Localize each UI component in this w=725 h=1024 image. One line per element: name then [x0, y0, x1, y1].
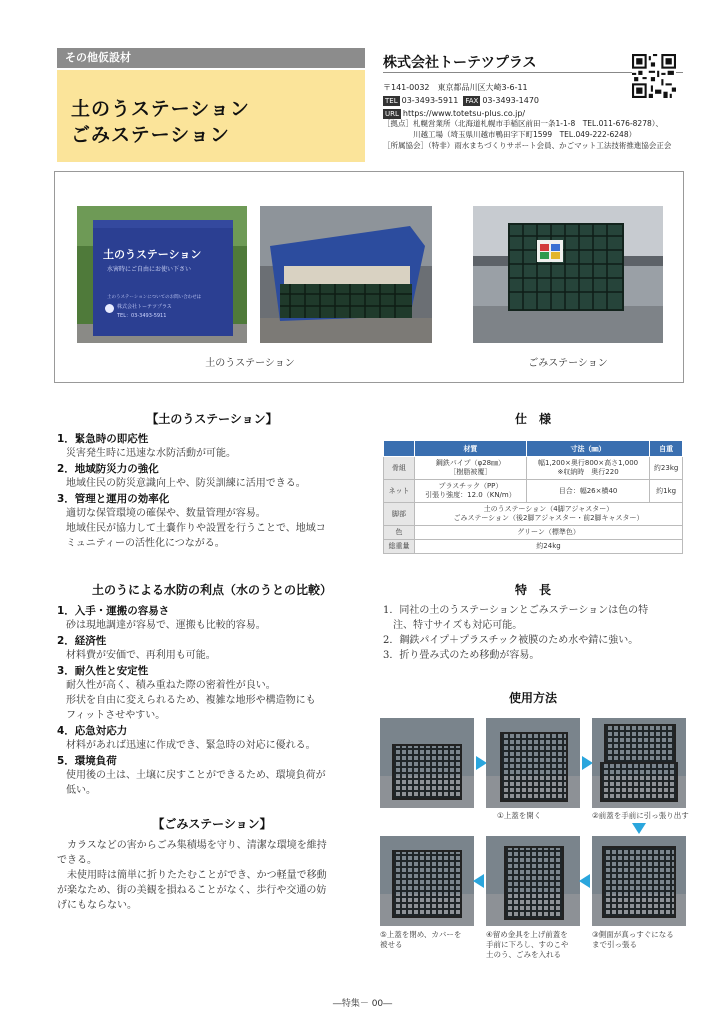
tel-tag: TEL: [385, 97, 398, 105]
usage-heading: 使用方法: [508, 691, 557, 705]
adv-item-3-body-3: フィットさせやすい。: [66, 710, 166, 721]
arrow-down-icon: [632, 823, 646, 834]
photo-frame: [54, 171, 684, 383]
usage-caption-2: ②前蓋を手前に引っ張り出す: [592, 811, 689, 820]
usage-caption-4: [486, 930, 569, 960]
spec-color-value: グリーン（標準色）: [415, 526, 683, 540]
spec-row-frame: [384, 457, 683, 480]
spec-legs-value-1: 土のうステーション（4脚アジャスター）: [483, 505, 614, 513]
spec-row-net: [384, 480, 683, 503]
gomi-heading: 【ごみステーション】: [152, 817, 272, 831]
usage-photo-1: [380, 718, 474, 808]
spec-legs-value: [415, 503, 683, 526]
contact-block: [383, 81, 539, 120]
page-footer: ―特集－ 00―: [332, 999, 393, 1009]
donou-station-open-photo: [260, 206, 432, 343]
spec-heading: 仕 様: [514, 412, 551, 426]
gomi-description: [57, 838, 367, 913]
donou-item-3-body-3: ミュニティーの活性化につながる。: [66, 538, 225, 549]
usage-photo-4: [486, 836, 580, 926]
spec-legs-value-2: ごみステーション（後2脚アジャスター・前2脚キャスター）: [453, 514, 644, 522]
usage-photo-3b: [592, 836, 686, 926]
url-tag: URL: [385, 110, 399, 118]
spec-net-material: [415, 480, 527, 503]
title-line-1: 土のうステーション: [71, 98, 250, 120]
spec-net-material-1: プラスチック（PP）: [438, 482, 503, 490]
adv-item-3-body-2: 形状を自由に変えられるため、複雑な地形や構造物にも: [66, 695, 316, 706]
usage-caption-5: [380, 930, 461, 950]
gomi-para2-line1: 未使用時は簡単に折りたたむことができ、かつ軽量で移動: [67, 870, 327, 881]
phone-line: [383, 94, 539, 107]
spec-col-weight: 自重: [650, 441, 683, 457]
qr-code-icon[interactable]: [632, 54, 676, 98]
donou-station-covered-photo: [77, 206, 247, 343]
donou-item-2-body: 地域住民の防災意識向上や、防災訓練に活用できる。: [66, 478, 306, 489]
caption-donou: 土のうステーション: [205, 358, 295, 369]
adv-item-5-body-2: 低い。: [66, 785, 96, 796]
spec-col-blank: [384, 441, 415, 457]
usage-caption-3: [592, 930, 674, 950]
spec-frame-weight: 約23kg: [650, 457, 683, 480]
usage-photo-3: [592, 718, 686, 808]
donou-item-3-body-1: 適切な保管環境の確保や、数量管理が容易。: [66, 508, 266, 519]
fax-number: 03-3493-1470: [482, 96, 540, 105]
fax-tag: FAX: [465, 97, 479, 105]
adv-item-3-title: 3．耐久性と安定性: [57, 665, 149, 677]
donou-item-3-title: 3．管理と運用の効率化: [57, 493, 170, 505]
sign-contact-1: 土のうステーションについてのお問い合わせは: [107, 295, 202, 300]
adv-item-4-body: 材料があれば迅速に作成でき、緊急時の対応に優れる。: [66, 740, 316, 751]
spec-net-material-2: 引張り強度：12.0（KN/m）: [425, 491, 516, 499]
spec-legs-label: 脚部: [384, 503, 415, 526]
spec-header-row: [384, 441, 683, 457]
adv-item-3-body-1: 耐久性が高く、積み重ねた際の密着性が良い。: [66, 680, 276, 691]
donou-heading: 【土のうステーション】: [146, 412, 278, 426]
donou-item-3-body-2: 地域住民が協力して土嚢作りや設置を行うことで、地域コ: [66, 523, 326, 534]
tel-number: 03-3493-5911: [401, 96, 459, 105]
spec-table: [383, 440, 683, 554]
caption-gomi: ごみステーション: [528, 358, 608, 369]
website-link[interactable]: https://www.totetsu-plus.co.jp/: [402, 109, 526, 118]
arrow-left-icon: [473, 874, 484, 888]
sign-subtitle: 水害時にご自由にお使い下さい: [107, 266, 192, 273]
spec-net-weight: 約1kg: [650, 480, 683, 503]
usage-caption-5-line2: 被せる: [380, 940, 403, 949]
gomi-para1-line1: カラスなどの害からごみ集積場を守り、清潔な環境を維持: [67, 840, 327, 851]
sign-logo-icon: [105, 304, 114, 313]
gomi-para2-line3: げにもならない。: [57, 900, 137, 911]
feature-line-1: 1．同社の土のうステーションとごみステーションは色の特: [383, 605, 649, 616]
feature-line-2: 注、特寸サイズも対応可能。: [383, 620, 523, 631]
spec-row-color: [384, 526, 683, 540]
usage-caption-4-line3: 土のう、ごみを入れる: [486, 950, 561, 959]
spec-color-label: 色: [384, 526, 415, 540]
office-info: [383, 118, 671, 151]
association-line: ［所属協会］（特非）雨水まちづくりサポート会員、かごマット工法技術推進協会正会: [383, 141, 672, 150]
base-line-2: 川越工場（埼玉県川越市鴨田字下町1599 TEL.049-222-6248）: [383, 130, 637, 139]
advantages-heading: 土のうによる水防の利点（水のうとの比較）: [91, 583, 332, 597]
gomi-para2-line2: が楽なため、街の美観を損ねることがなく、歩行や交通の妨: [57, 885, 327, 896]
sign-contact-2: 株式会社トーテツプラス: [117, 304, 172, 310]
feature-line-4: 3．折り畳み式のため移動が容易。: [383, 650, 540, 661]
gomi-para1-line2: できる。: [57, 855, 97, 866]
spec-col-material: 材質: [415, 441, 527, 457]
usage-caption-1: ①上蓋を開く: [497, 811, 542, 820]
feature-line-3: 2．鋼鉄パイプ＋プラスチック被膜のため水や錆に強い。: [383, 635, 639, 646]
usage-caption-5-line1: ⑤上蓋を閉め、カバーを: [380, 930, 462, 939]
base-line-1: ［拠点］札幌営業所（北海道札幌市手稲区前田一条1-1-8 TEL.011-676-8278）、: [383, 119, 663, 128]
features-list: [383, 603, 683, 663]
adv-item-4-title: 4．応急対応力: [57, 725, 128, 737]
usage-caption-3-line2: まで引っ張る: [592, 940, 637, 949]
spec-net-label: ネット: [384, 480, 415, 503]
adv-item-1-title: 1．入手・運搬の容易さ: [57, 605, 170, 617]
donou-list: [57, 431, 367, 551]
sign-tel: TEL：03-3493-5911: [117, 313, 167, 319]
category-bar: その他仮設材: [57, 48, 365, 68]
postal-address: 〒141-0032 東京都品川区大崎3-6-11: [383, 83, 528, 92]
spec-frame-size: [526, 457, 649, 480]
spec-total-label: 総重量: [384, 540, 415, 554]
company-name: 株式会社トーテツプラス: [383, 55, 537, 71]
usage-photo-2: [486, 718, 580, 808]
usage-photo-5: [380, 836, 474, 926]
sign-title: 土のうステーション: [103, 248, 202, 261]
spec-frame-material-1: 鋼鉄パイプ（φ28㎜）: [435, 459, 506, 467]
spec-total-value: 約24kg: [415, 540, 683, 554]
features-heading: 特 長: [514, 583, 551, 597]
adv-item-5-title: 5．環境負荷: [57, 755, 117, 767]
adv-item-1-body: 砂は現地調達が容易で、運搬も比較的容易。: [66, 620, 266, 631]
spec-frame-material: [415, 457, 527, 480]
usage-caption-4-line1: ④留め金具を上げ前蓋を: [486, 930, 568, 939]
spec-col-size: 寸法（㎜）: [526, 441, 649, 457]
spec-frame-material-2: ［樹脂被覆］: [449, 468, 492, 476]
spec-frame-size-1: 幅1,200×奥行800×高さ1,000: [537, 459, 639, 467]
usage-caption-3-line1: ③側面が真っすぐになる: [592, 930, 674, 939]
adv-item-2-title: 2．経済性: [57, 635, 107, 647]
gomi-station-photo: [473, 206, 663, 343]
donou-item-1-body: 災害発生時に迅速な水防活動が可能。: [66, 448, 236, 459]
arrow-left-icon: [579, 874, 590, 888]
donou-item-2-title: 2．地域防災力の強化: [57, 463, 159, 475]
spec-frame-size-2: ※収納時 奥行220: [557, 468, 619, 476]
adv-item-2-body: 材料費が安価で、再利用も可能。: [66, 650, 216, 661]
advantages-list: [57, 603, 367, 798]
adv-item-5-body-1: 使用後の土は、土壌に戻すことができるため、環境負荷が: [66, 770, 326, 781]
spec-net-size: 目合：幅26×横40: [526, 480, 649, 503]
donou-item-1-title: 1．緊急時の即応性: [57, 433, 149, 445]
spec-row-legs: [384, 503, 683, 526]
usage-caption-4-line2: 手前に下ろし、すのこや: [486, 940, 569, 949]
title-line-2: ごみステーション: [71, 124, 230, 146]
spec-row-total: [384, 540, 683, 554]
title-box: [57, 70, 365, 162]
spec-frame-label: 骨組: [384, 457, 415, 480]
